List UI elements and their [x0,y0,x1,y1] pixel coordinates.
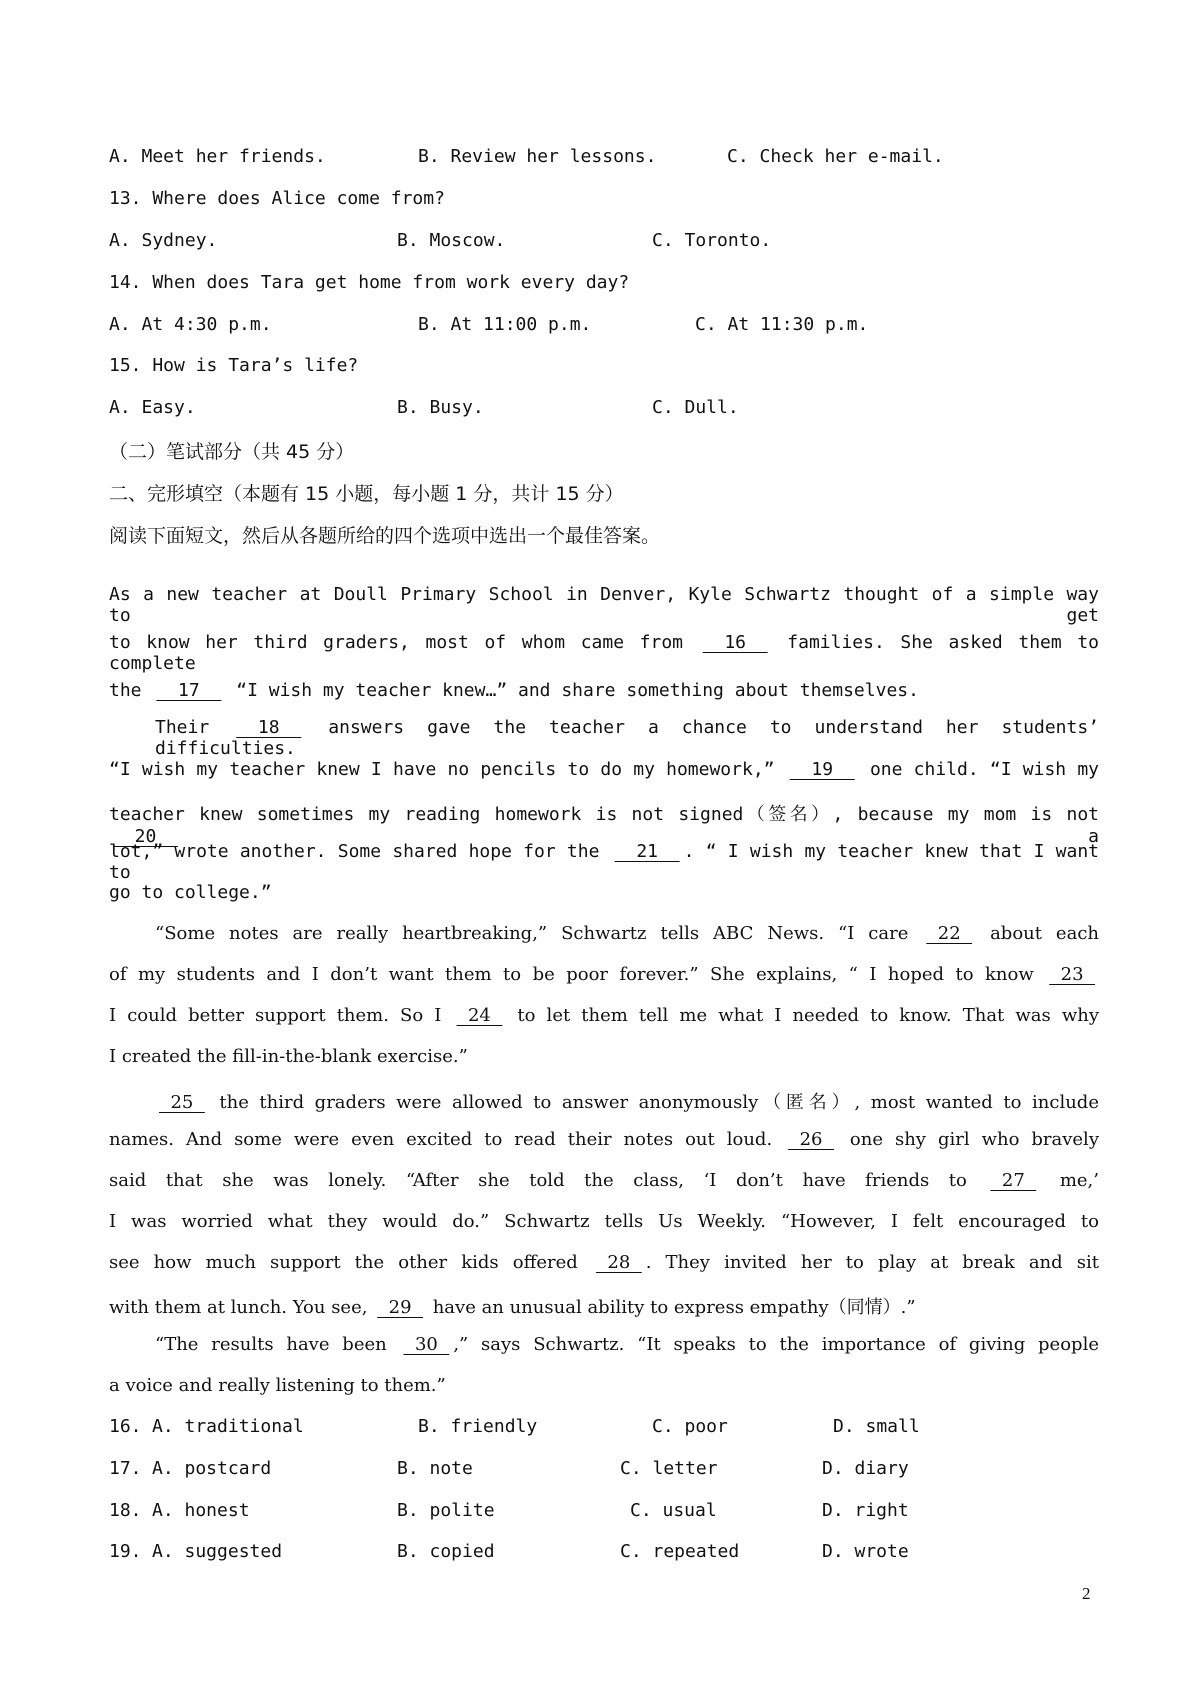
choice-option: A. honest [152,1500,250,1521]
blank-24: 24 [456,1005,503,1026]
passage-text: “I wish my teacher knew I have no pencils to do my homework,” [109,759,786,780]
choice-option: C. repeated [620,1541,740,1562]
passage-text: Their [155,717,233,738]
q14-option-b: B. At 11:00 p.m. [418,314,592,335]
question-number: 18. [109,1500,142,1521]
blank-29: 29 [377,1297,423,1318]
passage-text: lot,” wrote another. Some shared hope for the [109,841,611,862]
blank-17: 17 [156,680,222,701]
blank-19: 19 [789,759,855,780]
choice-option: D. wrote [822,1541,909,1562]
passage-text: ,” says Schwartz. “It speaks to the importance of giving people [453,1334,1099,1355]
blank-23: 23 [1049,964,1095,985]
q12-option-a: A. Meet her friends. [109,146,326,167]
blank-30: 30 [403,1334,450,1355]
passage-text: . “ I wish my teacher knew that I want to [109,841,1099,883]
q13-option-b: B. Moscow. [397,230,506,251]
passage-line [155,923,1099,944]
passage-line [109,964,1099,985]
passage-text: the [109,680,153,701]
passage-text: about each [976,923,1099,944]
choice-option: D. small [833,1416,920,1437]
passage-line [109,1129,1099,1150]
passage-text: to let them tell me what I needed to know. That was why [506,1005,1099,1026]
choice-option: B. copied [397,1541,495,1562]
passage-text: see how much support the other kids offered [109,1252,592,1273]
passage-text: teacher knew sometimes my reading homework is not signed（签名）, because my mom is not [109,804,1099,825]
choice-option: B. note [397,1458,473,1479]
question-number: 17. [109,1458,142,1479]
choice-option: A. suggested [152,1541,283,1562]
passage-text: names. And some were even excited to read their notes out loud. [109,1129,785,1150]
blank-20: 20 [113,826,179,847]
passage-text: “I wish my teacher knew…” and share something about themselves. [225,680,919,701]
passage-text: . They invited her to play at break and sit [645,1252,1099,1273]
blank-21: 21 [614,841,680,862]
q15-option-b: B. Busy. [397,397,484,418]
passage-text: a [182,826,1099,847]
choice-option: B. friendly [418,1416,538,1437]
passage-line [109,584,1099,626]
question-number: 16. [109,1416,142,1437]
page-number: 2 [1082,1584,1091,1603]
blank-27: 27 [990,1170,1037,1191]
q13-option-a: A. Sydney. [109,230,218,251]
passage-line [109,1375,1099,1396]
passage-text: one child. “I wish my [858,759,1099,780]
blank-26: 26 [788,1129,834,1150]
passage-text: answers gave the teacher a chance to understand her students’ difficulties. [155,717,1099,759]
q15-stem: 15. How is Tara’s life? [109,355,359,376]
passage-text: to know her third graders, most of whom came from [109,632,699,653]
q12-option-c: C. Check her e-mail. [727,146,944,167]
passage-text: I was worried what they would do.” Schwartz tells Us Weekly. “However, I felt encouraged to [109,1211,1099,1232]
blank-28: 28 [595,1252,642,1273]
passage-text: As a new teacher at Doull Primary School in Denver, Kyle Schwartz thought of a simple way to get [109,584,1099,626]
choice-option: C. poor [652,1416,728,1437]
blank-22: 22 [926,923,973,944]
question-number: 19. [109,1541,142,1562]
cloze-section-heading: 二、完形填空（本题有 15 小题，每小题 1 分，共计 15 分） [109,483,624,505]
choice-option: D. right [822,1500,909,1521]
q14-option-c: C. At 11:30 p.m. [695,314,869,335]
q13-stem: 13. Where does Alice come from? [109,188,445,209]
q15-option-c: C. Dull. [652,397,739,418]
passage-text: said that she was lonely. “After she told the class, ‘I don’t have friends to [109,1170,987,1191]
q14-option-a: A. At 4:30 p.m. [109,314,272,335]
passage-text: I could better support them. So I [109,1005,453,1026]
blank-16: 16 [702,632,768,653]
passage-line [109,680,1099,701]
passage-line [109,1005,1099,1026]
passage-text: “The results have been [155,1334,400,1355]
q13-option-c: C. Toronto. [652,230,772,251]
passage-text: me,’ [1040,1170,1099,1191]
passage-text: with them at lunch. You see, [109,1297,374,1318]
passage-line [109,1170,1099,1191]
choice-option: B. polite [397,1500,495,1521]
passage-line [155,1088,1099,1114]
passage-line [109,1211,1099,1232]
passage-line [155,1334,1099,1355]
choice-option: A. traditional [152,1416,304,1437]
q15-option-a: A. Easy. [109,397,196,418]
blank-18: 18 [236,717,302,738]
passage-text: a voice and really listening to them.” [109,1375,446,1396]
choice-option: A. postcard [152,1458,272,1479]
passage-line [109,1046,1099,1067]
passage-text: have an unusual ability to express empathy（同情）.” [426,1297,916,1318]
passage-line [109,800,1099,847]
passage-text: families. She asked them to complete [109,632,1099,674]
choice-option: D. diary [822,1458,909,1479]
q14-stem: 14. When does Tara get home from work every day? [109,272,630,293]
passage-text: one shy girl who bravely [837,1129,1099,1150]
passage-line [109,632,1099,674]
passage-line [109,1252,1099,1273]
blank-25: 25 [159,1092,205,1113]
passage-line [155,717,1099,759]
passage-line [109,759,1099,780]
passage-line [109,841,1099,883]
passage-line [109,1293,1099,1319]
passage-text: I created the fill-in-the-blank exercise.” [109,1046,468,1067]
cloze-instruction: 阅读下面短文，然后从各题所给的四个选项中选出一个最佳答案。 [109,525,661,547]
passage-text: “Some notes are really heartbreaking,” Schwartz tells ABC News. “I care [155,923,923,944]
passage-text: go to college.” [109,882,272,903]
choice-option: C. usual [630,1500,717,1521]
passage-text: of my students and I don’t want them to be poor forever.” She explains, “ I hoped to know [109,964,1046,985]
choice-option: C. letter [620,1458,718,1479]
written-part-heading: （二）笔试部分（共 45 分） [109,441,355,463]
passage-line [109,882,1099,903]
q12-option-b: B. Review her lessons. [418,146,657,167]
passage-text: the third graders were allowed to answer anonymously（匿名）, most wanted to include [208,1092,1099,1113]
